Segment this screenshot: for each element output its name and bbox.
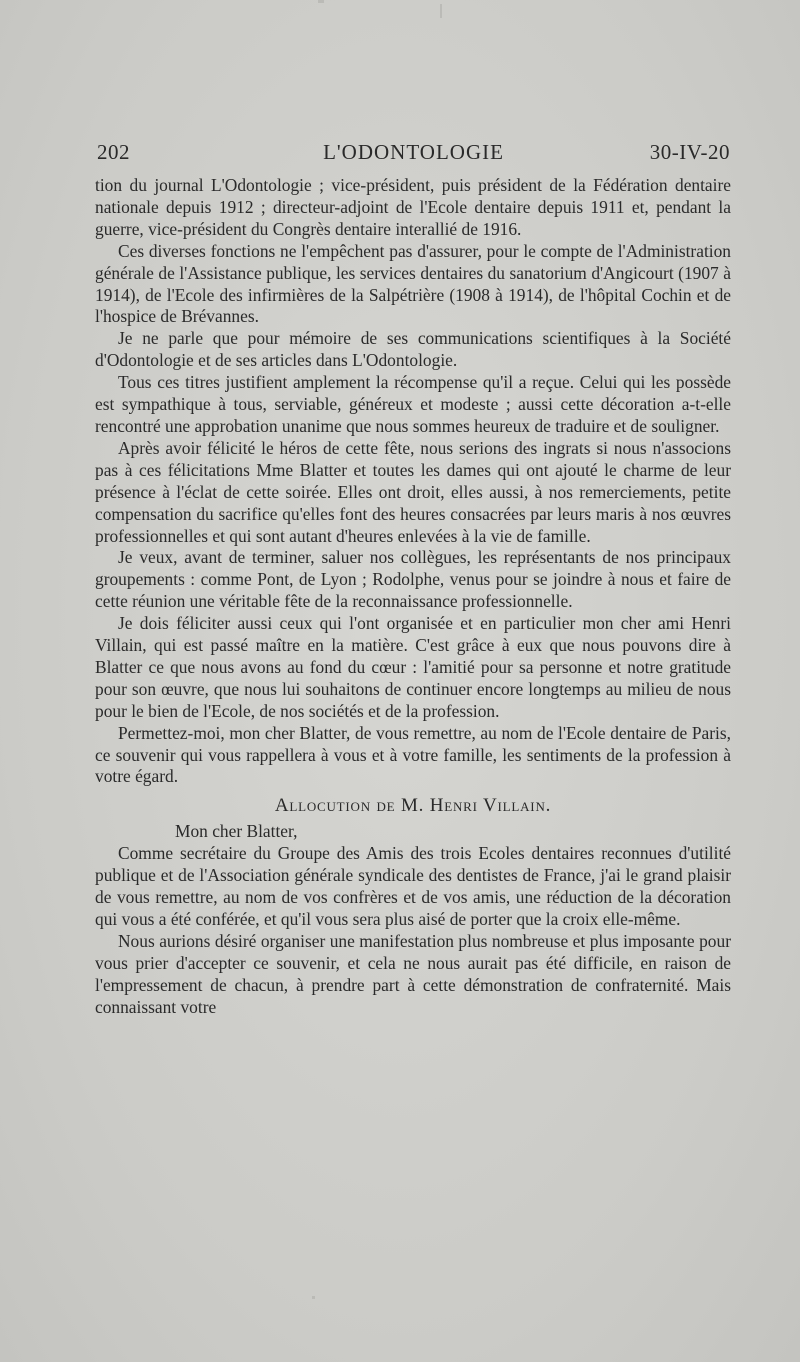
scan-mark <box>440 4 442 18</box>
paragraph: Je dois féliciter aussi ceux qui l'ont organisée et en particulier mon cher ami Henri Villain, qui est passé maître en la matière. C'est grâce à eux que nous pouvons dire à Blatter ce que nous avons au fond du cœur : l'amitié pour sa personne et notre gratitude pour son œuvre, que nous lui souhaitons de continuer encore longtemps au milieu de nous pour le bien de l'Ecole, de nos sociétés et de la profession. <box>95 613 731 721</box>
paragraph: Je veux, avant de terminer, saluer nos collègues, les représentants de nos principaux groupements : comme Pont, de Lyon ; Rodolphe, venus pour se joindre à nous et faire de cette réunion une véritable fête de la reconnaissance professionnelle. <box>95 547 731 612</box>
paragraph: Permettez-moi, mon cher Blatter, de vous remettre, au nom de l'Ecole dentaire de Paris, ce souvenir qui vous rappellera à vous et à votre famille, les sentiments de la profession à votre égard. <box>95 722 731 787</box>
paragraph: Comme secrétaire du Groupe des Amis des trois Ecoles dentaires reconnues d'utilité publique et de l'Association générale syndicale des dentistes de France, j'ai le grand plaisir de vous remettre, au nom de vos confrères et de vos amis, une réduction de la décoration qui vous a été conférée, et qu'il vous sera plus aisé de porter que la croix elle-même. <box>95 843 731 929</box>
scan-mark <box>312 1296 315 1299</box>
body-text <box>95 175 731 1018</box>
section-heading: Allocution de M. Henri Villain. <box>274 795 552 817</box>
journal-title: L'ODONTOLOGIE <box>323 140 504 164</box>
paragraph: Nous aurions désiré organiser une manifestation plus nombreuse et plus imposante pour vous prier d'accepter ce souvenir, et cela ne nous aurait pas été difficile, en raison de l'empressement de chacun, à prendre part à cette démonstration de confraternité. Mais connaissant votre <box>95 930 731 1017</box>
page-number: 202 <box>97 140 130 164</box>
paragraph: Ces diverses fonctions ne l'empêchent pas d'assurer, pour le compte de l'Administration générale de l'Assistance publique, les services dentaires du sanatorium d'Angicourt (1907 à 1914), de l'Ecole des infirmières de la Salpétrière (1908 à 1914), de l'hôpital Cochin et de l'hospice de Brévannes. <box>95 240 731 327</box>
issue-date: 30-IV-20 <box>649 140 730 164</box>
paragraph: tion du journal L'Odontologie ; vice-président, puis président de la Fédération dentaire nationale depuis 1912 ; directeur-adjoint de l'Ecole dentaire depuis 1911 et, pendant la guerre, vice-président du Congrès dentaire interallié de 1916. <box>95 175 731 239</box>
paragraph: Je ne parle que pour mémoire de ses communications scientifiques à la Société d'Odontologie et de ses articles dans L'Odontologie. <box>95 328 731 371</box>
salutation: Mon cher Blatter, <box>175 821 298 842</box>
paragraph: Après avoir félicité le héros de cette fête, nous serions des ingrats si nous n'associons pas à ces félicitations Mme Blatter et toutes les dames qui ont ajouté le charme de leur présence à l'éclat de cette soirée. Elles ont droit, elles aussi, à nos remerciements, petite compensation du sacrifice qu'elles font des heures consacrées par leurs maris à nos œuvres professionnelles et qui sont autant d'heures enlevées à la vie de famille. <box>95 437 731 546</box>
paragraph: Tous ces titres justifient amplement la récompense qu'il a reçue. Celui qui les possède est sympathique à tous, serviable, généreux et modeste ; aussi cette décoration a-t-elle rencontré une approbation unanime que nous sommes heureux de traduire et de souligner. <box>95 372 731 436</box>
scan-mark <box>318 0 324 3</box>
running-header <box>97 140 730 168</box>
